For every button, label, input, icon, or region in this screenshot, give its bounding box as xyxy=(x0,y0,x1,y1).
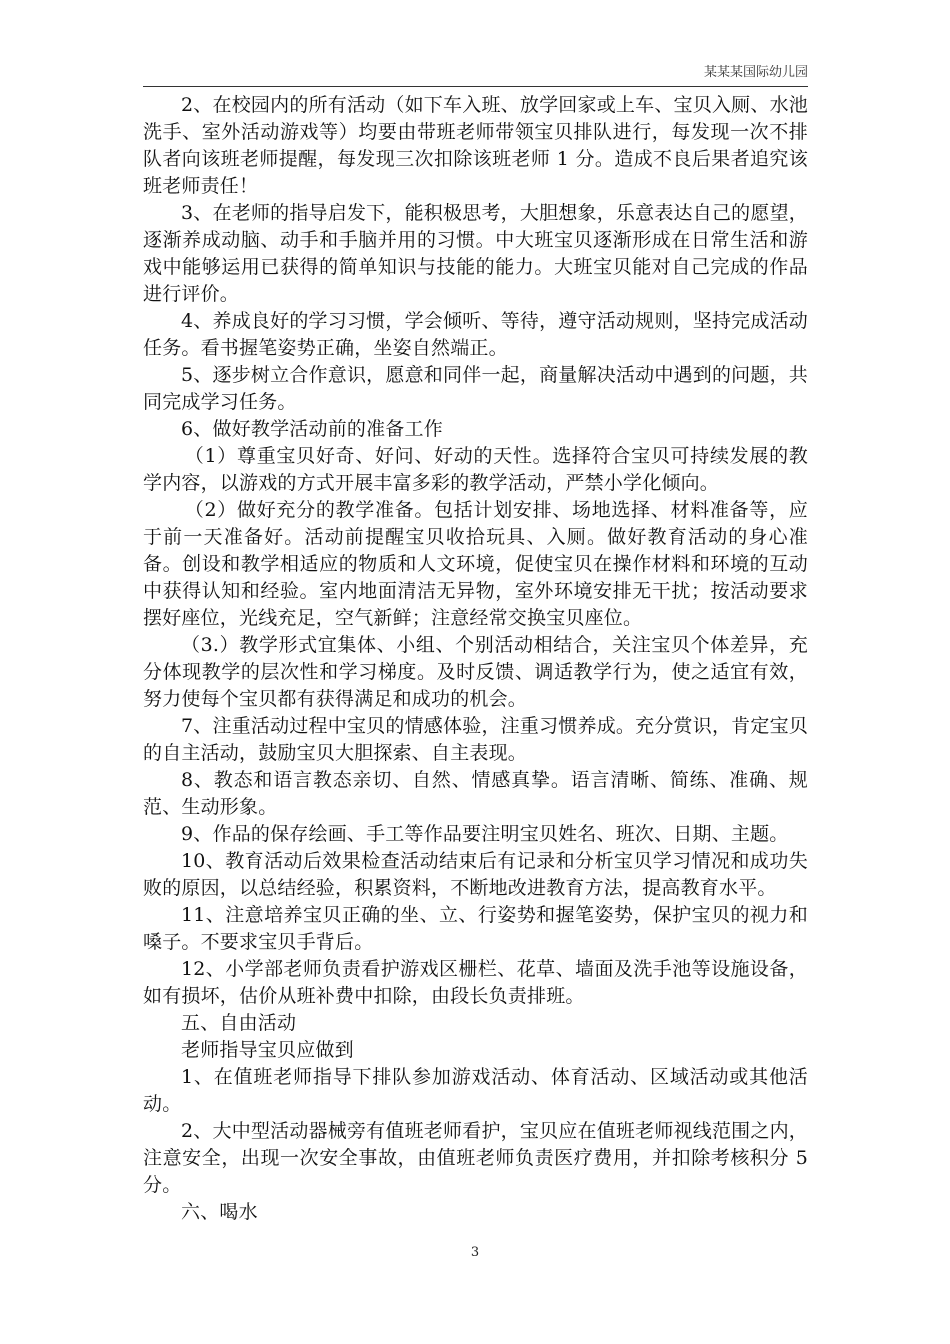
paragraph-rule-11: 11、注意培养宝贝正确的坐、立、行姿势和握笔姿势，保护宝贝的视力和嗓子。不要求宝贝手背后。 xyxy=(143,904,808,953)
paragraph-rule-9: 9、作品的保存绘画、手工等作品要注明宝贝姓名、班次、日期、主题。 xyxy=(181,823,789,845)
section-heading-free-activity: 五、自由活动 xyxy=(181,1012,297,1034)
paragraph-teacher-guidance: 老师指导宝贝应做到 xyxy=(181,1039,354,1061)
paragraph-rule-5: 5、逐步树立合作意识，愿意和同伴一起，商量解决活动中遇到的问题，共同完成学习任务。 xyxy=(143,364,808,413)
paragraph-rule-4: 4、养成良好的学习习惯，学会倾听、等待，遵守活动规则，坚持完成活动任务。看书握笔姿势正确，坐姿自然端正。 xyxy=(143,310,808,359)
page-header xyxy=(143,64,808,87)
paragraph-rule-6-3: （3.）教学形式宜集体、小组、个别活动相结合，关注宝贝个体差异，充分体现教学的层次性和学习梯度。及时反馈、调适教学行为，使之适宜有效，努力使每个宝贝都有获得满足和成功的机会。 xyxy=(143,634,808,710)
paragraph-rule-2: 2、在校园内的所有活动（如下车入班、放学回家或上车、宝贝入厕、水池洗手、室外活动游戏等）均要由带班老师带领宝贝排队进行，每发现一次不排队者向该班老师提醒，每发现三次扣除该班老师 1 分。造成不良后果者追究该班老师责任！ xyxy=(143,94,808,197)
paragraph-free-1: 1、在值班老师指导下排队参加游戏活动、体育活动、区域活动或其他活动。 xyxy=(143,1066,808,1115)
paragraph-rule-8: 8、教态和语言教态亲切、自然、情感真挚。语言清晰、简练、准确、规范、生动形象。 xyxy=(143,769,808,818)
paragraph-free-2: 2、大中型活动器械旁有值班老师看护，宝贝应在值班老师视线范围之内，注意安全，出现一次安全事故，由值班老师负责医疗费用，并扣除考核积分 5 分。 xyxy=(143,1120,808,1196)
paragraph-rule-6: 6、做好教学活动前的准备工作 xyxy=(181,418,443,440)
paragraph-rule-7: 7、注重活动过程中宝贝的情感体验，注重习惯养成。充分赏识，肯定宝贝的自主活动，鼓励宝贝大胆探索、自主表现。 xyxy=(143,715,808,764)
page-number: 3 xyxy=(470,1245,480,1260)
paragraph-rule-10: 10、教育活动后效果检查活动结束后有记录和分析宝贝学习情况和成功失败的原因，以总结经验，积累资料，不断地改进教育方法，提高教育水平。 xyxy=(143,850,808,899)
paragraph-rule-3: 3、在老师的指导启发下，能积极思考，大胆想象，乐意表达自己的愿望，逐渐养成动脑、动手和手脑并用的习惯。中大班宝贝逐渐形成在日常生活和游戏中能够运用已获得的简单知识与技能的能力。大班宝贝能对自己完成的作品进行评价。 xyxy=(143,202,808,305)
paragraph-rule-6-1: （1）尊重宝贝好奇、好问、好动的天性。选择符合宝贝可持续发展的教学内容，以游戏的方式开展丰富多彩的教学活动，严禁小学化倾向。 xyxy=(143,445,808,494)
paragraph-rule-6-2: （2）做好充分的教学准备。包括计划安排、场地选择、材料准备等，应于前一天准备好。活动前提醒宝贝收拾玩具、入厕。做好教育活动的身心准备。创设和教学相适应的物质和人文环境，促使宝贝在操作材料和环境的互动中获得认知和经验。室内地面清洁无异物，室外环境安排无干扰；按活动要求摆好座位，光线充足，空气新鲜；注意经常交换宝贝座位。 xyxy=(143,499,808,629)
header-title: 某某某国际幼儿园 xyxy=(703,65,808,80)
document-body xyxy=(143,92,808,1226)
paragraph-rule-12: 12、小学部老师负责看护游戏区栅栏、花草、墙面及洗手池等设施设备，如有损坏，估价从班补费中扣除，由段长负责排班。 xyxy=(143,958,808,1007)
section-heading-drinking-water: 六、喝水 xyxy=(181,1201,258,1223)
